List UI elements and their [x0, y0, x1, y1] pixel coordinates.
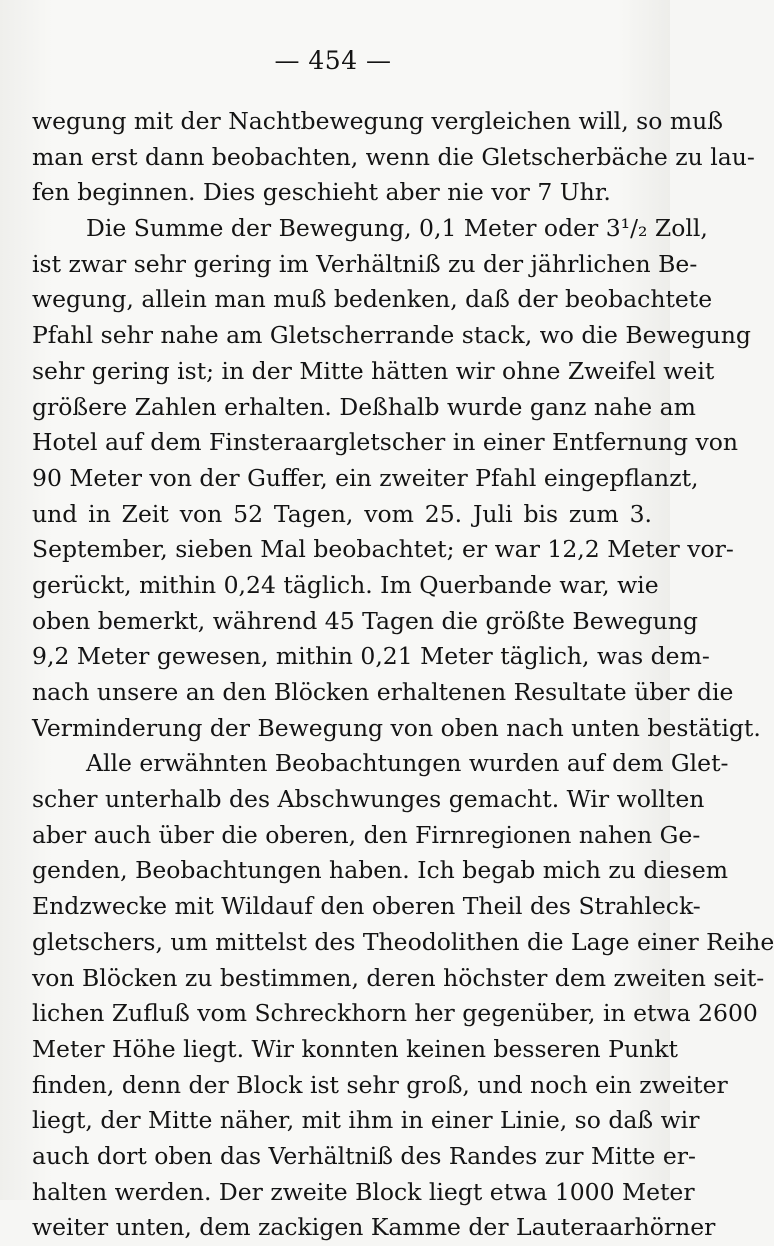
text-line: man erst dann beobachten, wenn die Gletscherbäche zu lau- [32, 142, 755, 171]
text-line: Verminderung der Bewegung von oben nach unten bestätigt. [32, 713, 761, 742]
text-line: lichen Zufluß vom Schreckhorn her gegenüber, in etwa 2600 [32, 999, 758, 1028]
text-line: Endzwecke mit Wildauf den oberen Theil des Strahleck- [32, 892, 701, 921]
text-line: 9,2 Meter gewesen, mithin 0,21 Meter täglich, was dem- [32, 642, 710, 671]
text-line: größere Zahlen erhalten. Deßhalb wurde ganz nahe am [32, 392, 696, 421]
text-line: wegung mit der Nachtbewegung vergleichen will, so muß [32, 107, 723, 135]
text-line: September, sieben Mal beobachtet; er war 12,2 Meter vor- [32, 535, 734, 564]
text-line: ist zwar sehr gering im Verhältniß zu der jährlichen Be- [32, 249, 698, 278]
text-line: Pfahl sehr nahe am Gletscherrande stack, wo die Bewegung [32, 321, 751, 350]
text-line: Hotel auf dem Finsteraargletscher in einer Entfernung von [32, 428, 739, 457]
text-line: genden, Beobachtungen haben. Ich begab mich zu diesem [32, 856, 729, 885]
text-line: 90 Meter von der Guffer, ein zweiter Pfahl eingepflanzt, [32, 463, 699, 492]
text-line: Die Summe der Bewegung, 0,1 Meter oder 3¹/₂ Zoll, [86, 214, 708, 243]
text-line: gerückt, mithin 0,24 täglich. Im Querbande war, wie [32, 570, 659, 599]
text-line: oben bemerkt, während 45 Tagen die größte Bewegung [32, 606, 698, 635]
body-text [32, 104, 774, 1246]
text-line: scher unterhalb des Abschwunges gemacht. Wir wollten [32, 785, 705, 814]
text-line: aber auch über die oberen, den Firnregionen nahen Ge- [32, 820, 701, 849]
text-line: wegung, allein man muß bedenken, daß der beobachtete [32, 285, 713, 314]
text-line: liegt, der Mitte näher, mit ihm in einer Linie, so daß wir [32, 1106, 700, 1135]
text-line: gletschers, um mittelst des Theodolithen die Lage einer Reihe [32, 927, 774, 956]
text-line: sehr gering ist; in der Mitte hätten wir ohne Zweifel weit [32, 356, 715, 385]
text-line: fen beginnen. Dies geschieht aber nie vor 7 Uhr. [32, 178, 611, 207]
text-line: weiter unten, dem zackigen Kamme der Lauteraarhörner [32, 1213, 716, 1242]
text-line: und in Zeit von 52 Tagen, vom 25. Juli bis zum 3. [32, 499, 652, 528]
text-line: halten werden. Der zweite Block liegt etwa 1000 Meter [32, 1177, 695, 1206]
text-line: finden, denn der Block ist sehr groß, und noch ein zweiter [32, 1070, 728, 1099]
text-line: auch dort oben das Verhältniß des Randes zur Mitte er- [32, 1141, 696, 1170]
page-number: — 454 — [274, 46, 392, 75]
text-line: nach unsere an den Blöcken erhaltenen Resultate über die [32, 678, 734, 706]
text-line: von Blöcken zu bestimmen, deren höchster dem zweiten seit- [32, 963, 765, 992]
text-line: Meter Höhe liegt. Wir konnten keinen besseren Punkt [32, 1034, 678, 1063]
text-line: Alle erwähnten Beobachtungen wurden auf dem Glet- [86, 749, 729, 778]
